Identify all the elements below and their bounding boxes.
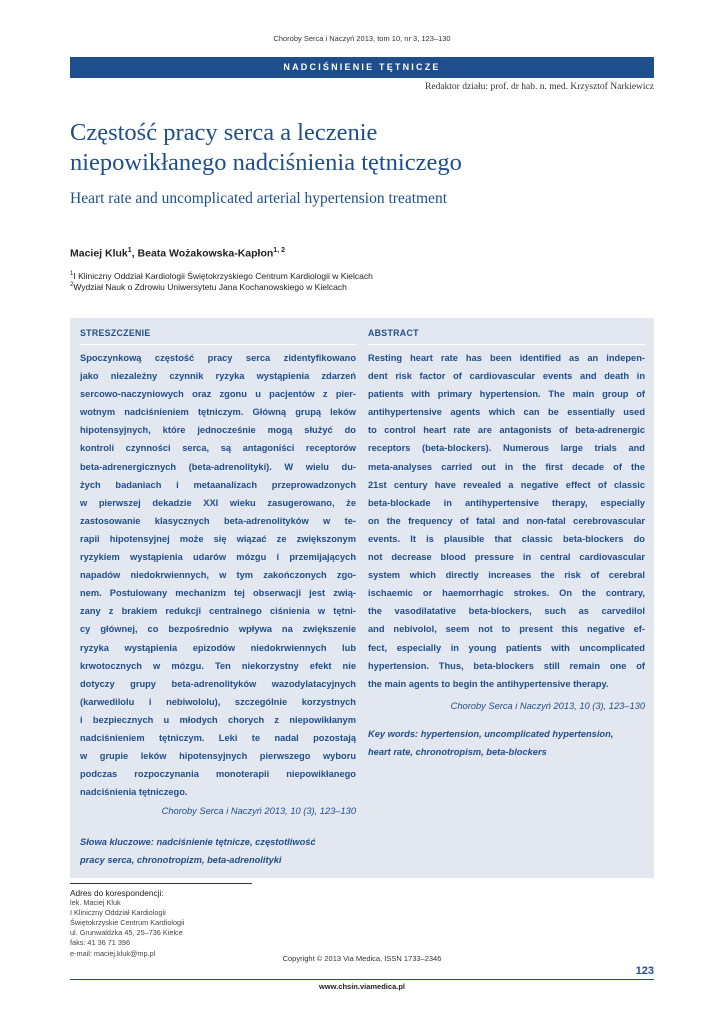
body-line: the vasodilatative beta-blockers, such as carvedilol xyxy=(368,606,645,617)
body-line: to control heart rate are antagonists of beta-adrenergic xyxy=(368,425,645,436)
abstract-heading: ABSTRACT xyxy=(368,328,419,338)
correspondence-line: ul. Grunwaldzka 45, 25–736 Kielce xyxy=(70,928,183,938)
body-line: dotyczy grupy beta-adrenolityków wazodylatacyjnych xyxy=(80,678,356,689)
body-line: system which directly increases the risk of cerebral xyxy=(368,570,645,581)
body-line: napadów niedokrwiennych, w tym zakończonych zgo- xyxy=(80,570,356,581)
body-line: nem. Postulowany mechanizm tej obserwacji jest zwią- xyxy=(80,588,356,599)
body-line: podczas rozpoczynania monoterapii niepowikłanego xyxy=(80,769,356,780)
affiliation xyxy=(70,282,347,292)
abstract-box xyxy=(70,318,654,878)
body-line: dent risk factor of cardiovascular events and death in xyxy=(368,371,645,382)
affiliation-marker: 1 xyxy=(127,247,132,254)
keywords-line: heart rate, chronotropism, beta-blockers xyxy=(368,747,547,757)
author-list xyxy=(70,247,285,260)
section-editor: Redaktor działu: prof. dr hab. n. med. Krzysztof Narkiewicz xyxy=(425,82,654,92)
body-line: 21st century have revealed a negative effect of classic xyxy=(368,479,645,490)
title-line: niepowikłanego nadciśnienia tętniczego xyxy=(70,149,462,176)
journal-url: www.chsin.viamedica.pl xyxy=(318,982,405,991)
correspondence-address xyxy=(70,888,184,959)
body-line: beta-adrenergicznych (beta-adrenolityki). W wielu du- xyxy=(80,461,356,472)
footer-divider xyxy=(70,979,654,980)
heading-divider xyxy=(80,344,356,345)
body-line: not decrease blood pressure in central cardiovascular xyxy=(368,552,645,563)
body-line: krwotocznych w mózgu. Ten niekorzystny efekt nie xyxy=(80,660,356,671)
keywords-line: pracy serca, chronotropizm, beta-adrenolityki xyxy=(80,855,282,865)
body-line: zastosowanie klasycznych beta-adrenolityków w te- xyxy=(80,515,356,526)
streszczenie-citation: Choroby Serca i Naczyń 2013, 10 (3), 123–130 xyxy=(161,806,356,816)
body-line: sercowo-naczyniowych oraz zgonu u pacjentów z pier- xyxy=(80,389,356,400)
body-line: w pierwszej dekadzie XXI wieku zasugerowano, że xyxy=(80,497,356,508)
body-line: the main agents to begin the antihypertensive therapy. xyxy=(368,678,609,689)
body-line: on the frequency of fatal and non-fatal cerebrovascular xyxy=(368,515,645,526)
author-separator: , xyxy=(131,247,138,260)
abstract-body xyxy=(368,349,645,693)
body-line: Resting heart rate has been identified as an indepen- xyxy=(368,353,645,363)
correspondence-line: lek. Maciej Kluk xyxy=(70,898,121,908)
correspondence-line: faks: 41 36 71 396 xyxy=(70,938,131,948)
body-line: nadciśnieniem tętniczym. Leki te nadal pozostają xyxy=(80,732,356,743)
affiliation-marker: 1, 2 xyxy=(273,247,285,254)
body-line: w grupie leków hipotensyjnych pierwszego wyboru xyxy=(80,751,356,762)
body-line: events. It is plausible that classic beta-blockers do xyxy=(368,533,645,544)
body-line: rapii hipotensyjnej może się wiązać ze zwiększonym xyxy=(80,533,356,544)
affiliation-text: I Kliniczny Oddział Kardiologii Świętokrzyskiego Centrum Kardiologii w Kielcach xyxy=(73,271,373,281)
body-line: i bezpiecznych u młodych chorych z niepowikłanym xyxy=(80,714,356,725)
affiliation xyxy=(70,271,373,281)
body-line: cy głównej, co bezpośrednio wpływa na zwiększenie xyxy=(80,624,356,635)
body-line: Spoczynkową częstość pracy serca zidentyfikowano xyxy=(80,353,356,363)
affiliation-text: Wydział Nauk o Zdrowiu Uniwersytetu Jana Kochanowskiego w Kielcach xyxy=(73,282,347,292)
section-label: NADCIŚNIENIE TĘTNICZE xyxy=(283,62,441,72)
correspondence-divider xyxy=(70,883,252,884)
body-line: nadciśnienia tętniczego. xyxy=(80,787,188,798)
article-title-polish xyxy=(70,118,670,178)
body-line: żych badaniach i metaanalizach przeprowadzonych xyxy=(80,479,356,490)
body-line: patients with primary hypertension. The main group of xyxy=(368,389,645,400)
page-number: 123 xyxy=(635,965,654,977)
body-line: jako niezależny czynnik ryzyka wystąpienia zdarzeń xyxy=(80,371,356,382)
streszczenie-heading: STRESZCZENIE xyxy=(80,328,151,338)
body-line: meta-analyses carried out in the first decade of the xyxy=(368,461,645,472)
body-line: antihypertensive agents which can be essentially used xyxy=(368,407,645,418)
body-line: receptors (beta-blockers). Numerous large trials and xyxy=(368,443,645,454)
body-line: kontroli czynności serca, są antagoniści receptorów xyxy=(80,443,356,454)
abstract-keywords xyxy=(368,725,645,761)
keywords-line: Słowa kluczowe: nadciśnienie tętnicze, częstotliwość xyxy=(80,837,316,847)
affiliation-marker: 2 xyxy=(70,282,74,289)
section-banner xyxy=(70,57,654,78)
body-line: ryzyka wystąpienia epizodów niedokrwiennych lub xyxy=(80,642,356,653)
streszczenie-body xyxy=(80,349,356,801)
title-line: Częstość pracy serca a leczenie xyxy=(70,119,378,146)
body-line: (karwedilolu i nebiwololu), szczególnie korzystnych xyxy=(80,696,356,707)
body-line: ryzykiem wystąpienia udarów mózgu i przemijających xyxy=(80,552,356,563)
copyright: Copyright © 2013 Via Medica, ISSN 1733–2346 xyxy=(282,954,442,963)
journal-header: Choroby Serca i Naczyń 2013, tom 10, nr 3, 123–130 xyxy=(273,34,451,43)
author-name: Beata Wożakowska-Kapłon xyxy=(137,247,274,260)
body-line: wotnym nadciśnieniem tętniczym. Główną grupą leków xyxy=(80,407,356,418)
abstract-citation: Choroby Serca i Naczyń 2013, 10 (3), 123–130 xyxy=(450,701,645,711)
correspondence-email: e-mail: maciej.kluk@mp.pl xyxy=(70,948,156,958)
author-name: Maciej Kluk xyxy=(70,247,128,260)
correspondence-title: Adres do korespondencji: xyxy=(70,888,164,898)
correspondence-line: Świętokrzyskie Centrum Kardiologii xyxy=(70,918,185,928)
keywords-line: Key words: hypertension, uncomplicated hypertension, xyxy=(368,729,614,739)
article-title-english: Heart rate and uncomplicated arterial hypertension treatment xyxy=(70,190,447,207)
body-line: ischaemic or haemorrhagic strokes. On the contrary, xyxy=(368,588,645,599)
body-line: hipotensyjnych, które jednocześnie mogą służyć do xyxy=(80,425,356,436)
body-line: and nebivolol, seem not to present this negative ef- xyxy=(368,624,645,635)
body-line: zany z brakiem redukcji centralnego ciśnienia w tętni- xyxy=(80,606,356,617)
body-line: hypertension. Thus, beta-blockers still remain one of xyxy=(368,660,645,671)
affiliation-marker: 1 xyxy=(70,271,74,278)
body-line: fect, especially in young patients with uncomplicated xyxy=(368,642,645,653)
streszczenie-keywords xyxy=(80,833,356,869)
heading-divider xyxy=(368,344,645,345)
body-line: beta-blockade in antihypertensive therapy, especially xyxy=(368,497,645,508)
correspondence-line: I Kliniczny Oddział Kardiologii xyxy=(70,908,166,918)
